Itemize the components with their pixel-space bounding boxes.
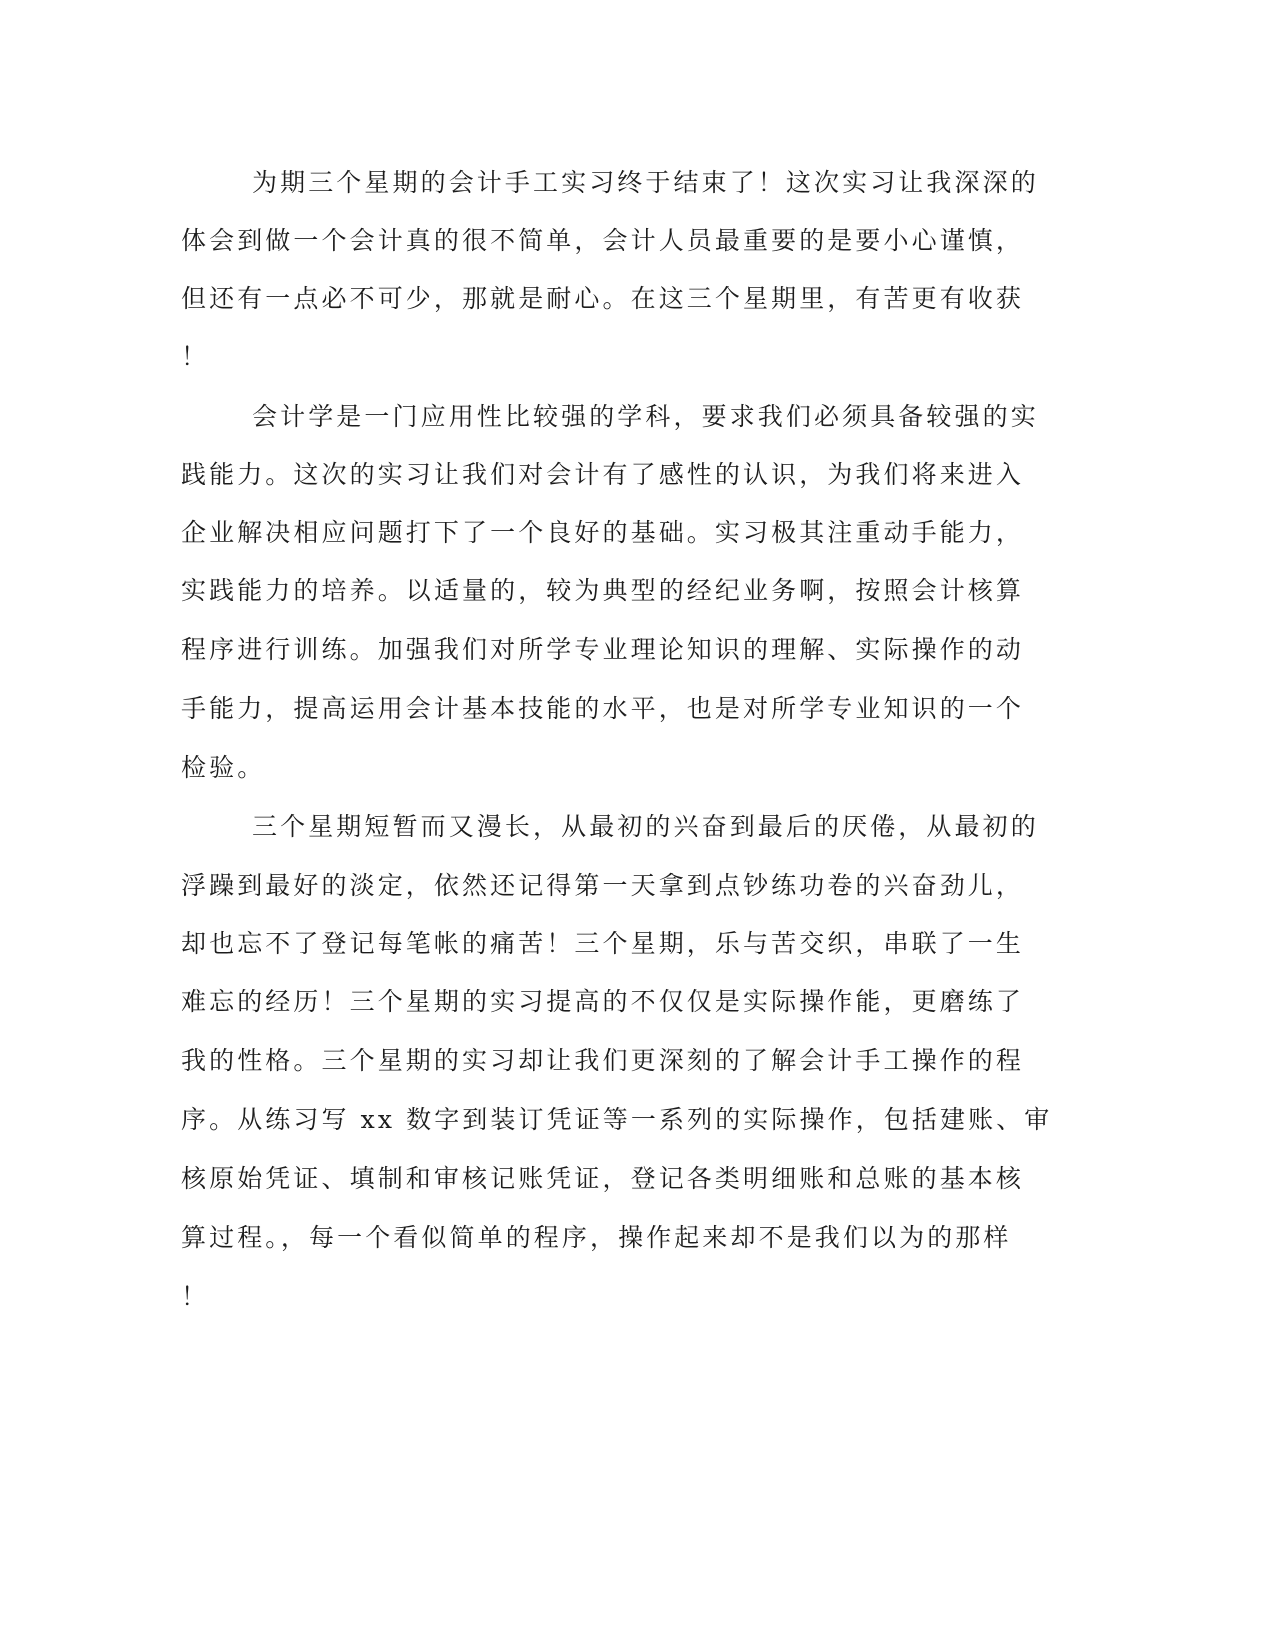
text-line: 手能力，提高运用会计基本技能的水平，也是对所学专业知识的一个: [181, 694, 1025, 723]
paragraph-1-line-4: [0, 337, 1275, 377]
paragraph-3-line-3: [0, 924, 1275, 964]
paragraph-3-line-8: [0, 1218, 1275, 1258]
paragraph-2-line-4: [0, 571, 1275, 611]
text-line: 实践能力的培养。以适量的，较为典型的经纪业务啊，按照会计核算: [181, 576, 1025, 605]
paragraph-2-line-7: [0, 748, 1275, 788]
text-line: 程序进行训练。加强我们对所学专业理论知识的理解、实际操作的动: [181, 635, 1025, 664]
paragraph-3-line-1: [0, 807, 1275, 847]
text-line: 序。从练习写 xx 数字到装订凭证等一系列的实际操作，包括建账、审: [181, 1105, 1053, 1134]
paragraph-2-line-2: [0, 455, 1275, 495]
paragraph-1-line-3: [0, 279, 1275, 319]
text-line: ！: [181, 1282, 210, 1311]
text-line: 算过程。，每一个看似简单的程序，操作起来却不是我们以为的那样: [181, 1223, 1012, 1252]
text-line: 三个星期短暂而又漫长，从最初的兴奋到最后的厌倦，从最初的: [252, 812, 1039, 841]
paragraph-3-line-5: [0, 1041, 1275, 1081]
text-line: 会计学是一门应用性比较强的学科，要求我们必须具备较强的实: [252, 402, 1039, 431]
paragraph-3-line-2: [0, 866, 1275, 906]
paragraph-2-line-3: [0, 513, 1275, 553]
paragraph-1-line-1: [0, 163, 1275, 203]
text-line: 但还有一点必不可少，那就是耐心。在这三个星期里，有苦更有收获: [181, 284, 1025, 313]
paragraph-3-line-4: [0, 982, 1275, 1022]
paragraph-3-line-6: [0, 1100, 1275, 1140]
paragraph-3-line-9: [0, 1277, 1275, 1317]
text-line: 我的性格。三个星期的实习却让我们更深刻的了解会计手工操作的程: [181, 1046, 1025, 1075]
paragraph-2-line-5: [0, 630, 1275, 670]
paragraph-2-line-6: [0, 689, 1275, 729]
paragraph-1-line-2: [0, 221, 1275, 261]
text-line: 检验。: [181, 753, 266, 782]
text-line: 体会到做一个会计真的很不简单，会计人员最重要的是要小心谨慎，: [181, 226, 1025, 255]
text-line: 核原始凭证、填制和审核记账凭证，登记各类明细账和总账的基本核: [181, 1164, 1025, 1193]
text-line: 为期三个星期的会计手工实习终于结束了！这次实习让我深深的: [252, 168, 1039, 197]
text-line: 却也忘不了登记每笔帐的痛苦！三个星期，乐与苦交织，串联了一生: [181, 929, 1025, 958]
text-line: 浮躁到最好的淡定，依然还记得第一天拿到点钞练功卷的兴奋劲儿，: [181, 871, 1025, 900]
text-line: ！: [181, 342, 210, 371]
text-line: 难忘的经历！三个星期的实习提高的不仅仅是实际操作能，更磨练了: [181, 987, 1025, 1016]
paragraph-2-line-1: [0, 397, 1275, 437]
text-line: 践能力。这次的实习让我们对会计有了感性的认识，为我们将来进入: [181, 460, 1025, 489]
paragraph-3-line-7: [0, 1159, 1275, 1199]
text-line: 企业解决相应问题打下了一个良好的基础。实习极其注重动手能力，: [181, 518, 1025, 547]
